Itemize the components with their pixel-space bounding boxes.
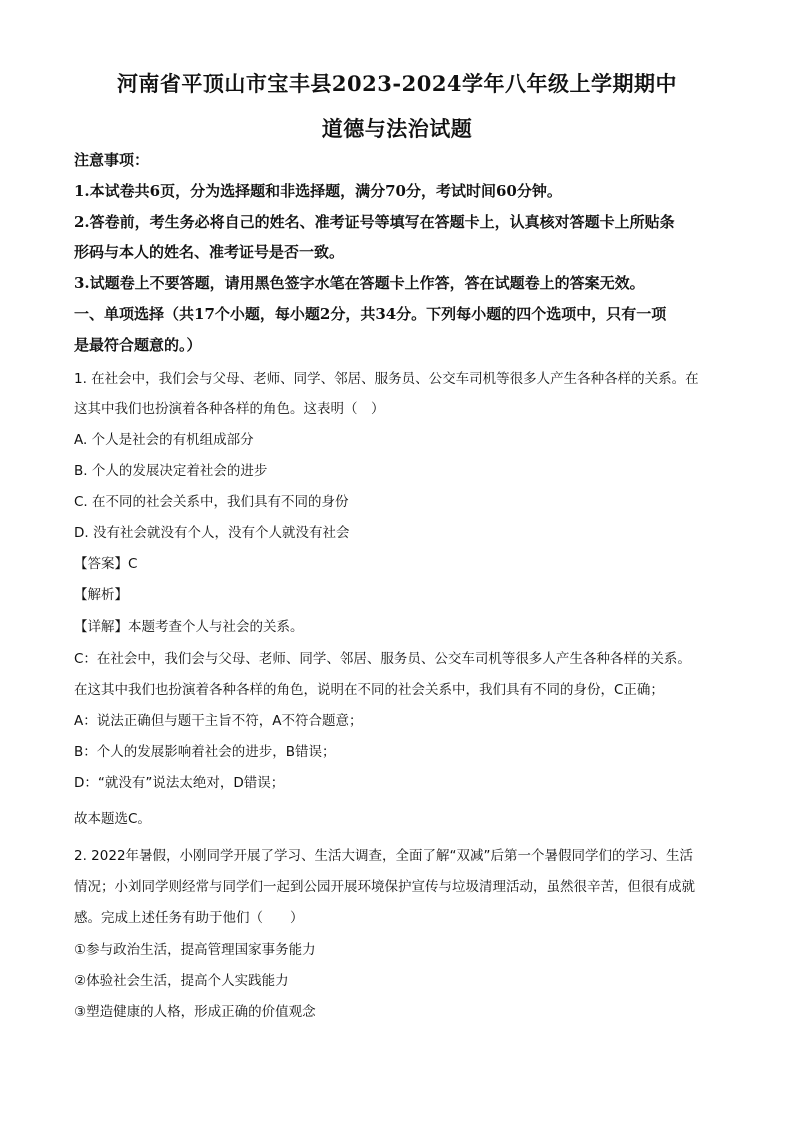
notice-item-2-line-1: 2.答卷前，考生务必将自己的姓名、准考证号等填写在答题卡上，认真核对答题卡上所贴条 bbox=[74, 213, 675, 231]
question-1-explain-c-line-1: C：在社会中，我们会与父母、老师、同学、邻居、服务员、公交车司机等很多人产生各种各样的关系。 bbox=[74, 651, 691, 667]
question-1-explain-c-line-2: 在这其中我们也扮演着各种各样的角色，说明在不同的社会关系中，我们具有不同的身份，C正确； bbox=[74, 682, 664, 698]
question-2-stem-line-3: 感。完成上述任务有助于他们（ ） bbox=[74, 910, 304, 926]
notice-item-2-line-2: 形码与本人的姓名、准考证号是否一致。 bbox=[74, 243, 345, 261]
question-1-option-d: D. 没有社会就没有个人，没有个人就没有社会 bbox=[74, 525, 350, 541]
question-2-item-3: ③塑造健康的人格，形成正确的价值观念 bbox=[74, 1004, 316, 1020]
question-1-detail: 【详解】本题考查个人与社会的关系。 bbox=[74, 619, 304, 635]
question-1-analysis-label: 【解析】 bbox=[74, 587, 128, 603]
question-1-option-c: C. 在不同的社会关系中，我们具有不同的身份 bbox=[74, 494, 349, 510]
notice-heading: 注意事项： bbox=[74, 151, 150, 169]
question-2-stem-line-1: 2. 2022年暑假，小刚同学开展了学习、生活大调查，全面了解“双减”后第一个暑假同学们的学习、生活 bbox=[74, 848, 694, 864]
exam-subject-title: 道德与法治试题 bbox=[321, 116, 473, 141]
question-1-stem-line-1: 1. 在社会中，我们会与父母、老师、同学、邻居、服务员、公交车司机等很多人产生各种各样的关系。在 bbox=[74, 371, 699, 387]
question-1-explain-a: A：说法正确但与题干主旨不符，A不符合题意； bbox=[74, 713, 363, 729]
question-1-explain-d: D：“就没有”说法太绝对，D错误； bbox=[74, 775, 285, 791]
question-2-item-1: ①参与政治生活，提高管理国家事务能力 bbox=[74, 942, 316, 958]
question-2-stem-line-2: 情况；小刘同学则经常与同学们一起到公园开展环境保护宣传与垃圾清理活动，虽然很辛苦，但很有成就 bbox=[74, 879, 695, 895]
question-1-answer: 【答案】C bbox=[74, 556, 138, 572]
section-heading-line-1: 一、单项选择（共17个小题，每小题2分，共34分。下列每小题的四个选项中，只有一项 bbox=[74, 305, 667, 323]
notice-item-3: 3.试题卷上不要答题，请用黑色签字水笔在答题卡上作答，答在试题卷上的答案无效。 bbox=[74, 274, 645, 292]
question-2-item-2: ②体验社会生活，提高个人实践能力 bbox=[74, 973, 289, 989]
notice-item-1: 1.本试卷共6页，分为选择题和非选择题，满分70分，考试时间60分钟。 bbox=[74, 182, 562, 200]
question-1-conclusion: 故本题选C。 bbox=[74, 811, 151, 827]
question-1-option-a: A. 个人是社会的有机组成部分 bbox=[74, 432, 254, 448]
exam-title: 河南省平顶山市宝丰县2023-2024学年八年级上学期期中 bbox=[116, 71, 678, 96]
question-1-explain-b: B：个人的发展影响着社会的进步，B错误； bbox=[74, 744, 336, 760]
question-1-stem-line-2: 这其中我们也扮演着各种各样的角色。这表明（ ） bbox=[74, 401, 385, 417]
question-1-option-b: B. 个人的发展决定着社会的进步 bbox=[74, 463, 268, 479]
section-heading-line-2: 是最符合题意的。） bbox=[74, 336, 202, 354]
